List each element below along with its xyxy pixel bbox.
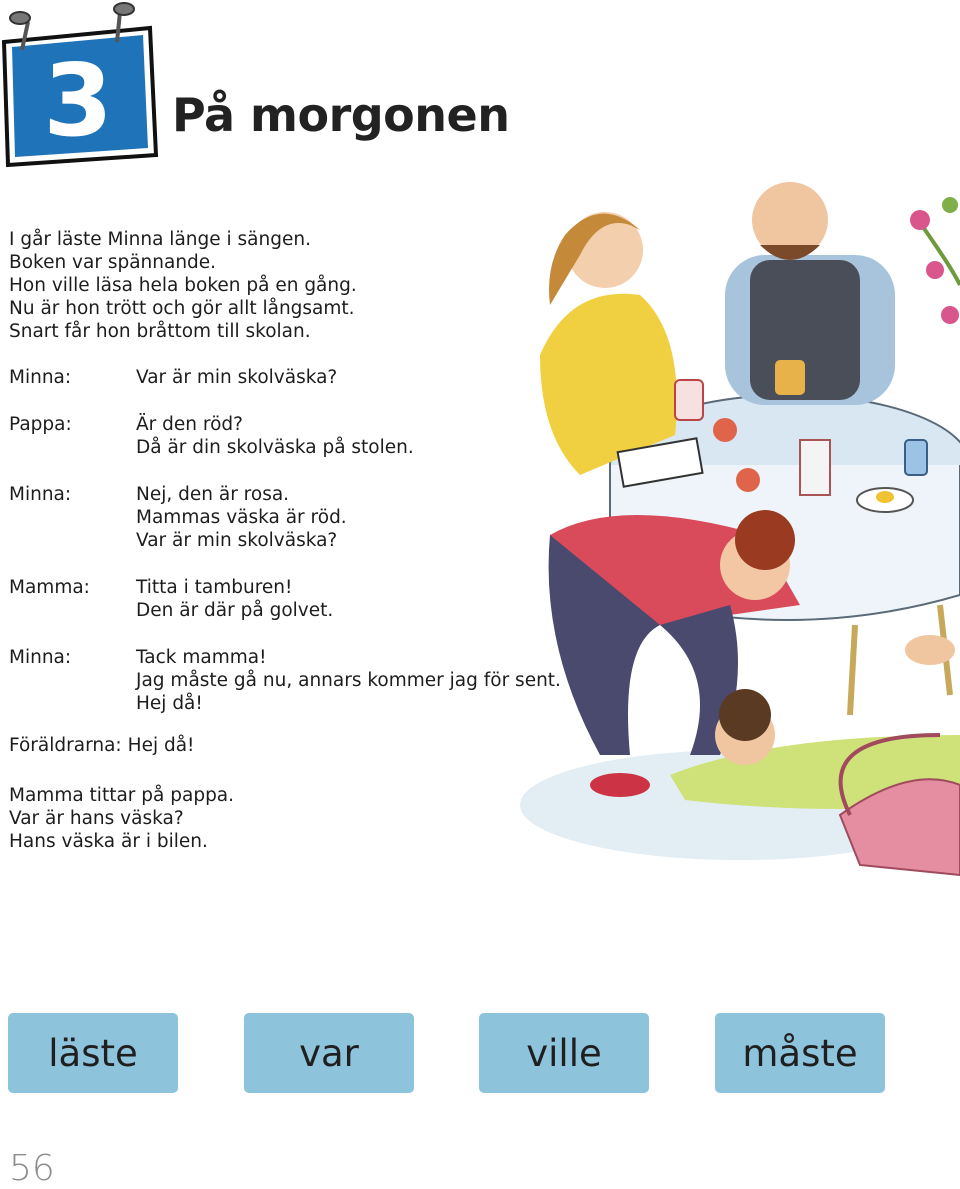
dialogue (9, 366, 561, 739)
intro-line: I går läste Minna länge i sängen. (9, 229, 311, 250)
dialogue-turn (9, 646, 561, 715)
family-breakfast-illustration (510, 175, 960, 895)
speaker-label: Mamma: (9, 577, 90, 598)
word-card[interactable]: ville (479, 1013, 649, 1093)
intro-line: Boken var spännande. (9, 252, 217, 273)
dialogue-turn (9, 366, 561, 389)
dialogue-line: Då är din skolväska på stolen. (136, 437, 414, 458)
dialogue-line: Tack mamma! (136, 647, 267, 668)
dialogue-line: Hej då! (127, 735, 195, 756)
outro-text (9, 784, 234, 853)
dialogue-line: Nej, den är rosa. (136, 484, 290, 505)
dialogue-line: Var är min skolväska? (136, 530, 338, 551)
flower-decoration (910, 197, 960, 324)
chapter-number-badge (0, 0, 170, 175)
chapter-title: På morgonen (172, 88, 510, 142)
word-card[interactable]: läste (8, 1013, 178, 1093)
dialogue-line: Jag måste gå nu, annars kommer jag för sent. (136, 670, 561, 691)
dialogue-line: Den är där på golvet. (136, 600, 334, 621)
intro-line: Hon ville läsa hela boken på en gång. (9, 275, 357, 296)
dialogue-turn (9, 483, 561, 552)
speaker-label: Pappa: (9, 414, 72, 435)
speaker-label: Minna: (9, 484, 72, 505)
outro-line: Mamma tittar på pappa. (9, 785, 235, 806)
speaker-label: Minna: (9, 367, 72, 388)
word-card[interactable]: måste (715, 1013, 885, 1093)
father-figure (725, 182, 895, 405)
intro-line: Nu är hon trött och gör allt långsamt. (9, 298, 355, 319)
dialogue-line: Hej då! (136, 693, 203, 714)
dialogue-line: Var är min skolväska? (136, 367, 338, 388)
dialogue-line: Mammas väska är röd. (136, 507, 347, 528)
intro-line: Snart får hon bråttom till skolan. (9, 321, 311, 342)
intro-text (9, 228, 357, 343)
speaker-label: Minna: (9, 647, 72, 668)
dialogue-line: Är den röd? (136, 414, 243, 435)
word-card[interactable]: var (244, 1013, 414, 1093)
outro-line: Var är hans väska? (9, 808, 184, 829)
page-number: 56 (9, 1148, 55, 1189)
dialogue-line: Titta i tamburen! (136, 577, 293, 598)
outro-line: Hans väska är i bilen. (9, 831, 208, 852)
parents-line (9, 734, 194, 757)
speaker-label: Föräldrarna: (9, 735, 122, 756)
dialogue-turn (9, 576, 561, 622)
chapter-number: 3 (43, 42, 113, 159)
dialogue-turn (9, 413, 561, 459)
